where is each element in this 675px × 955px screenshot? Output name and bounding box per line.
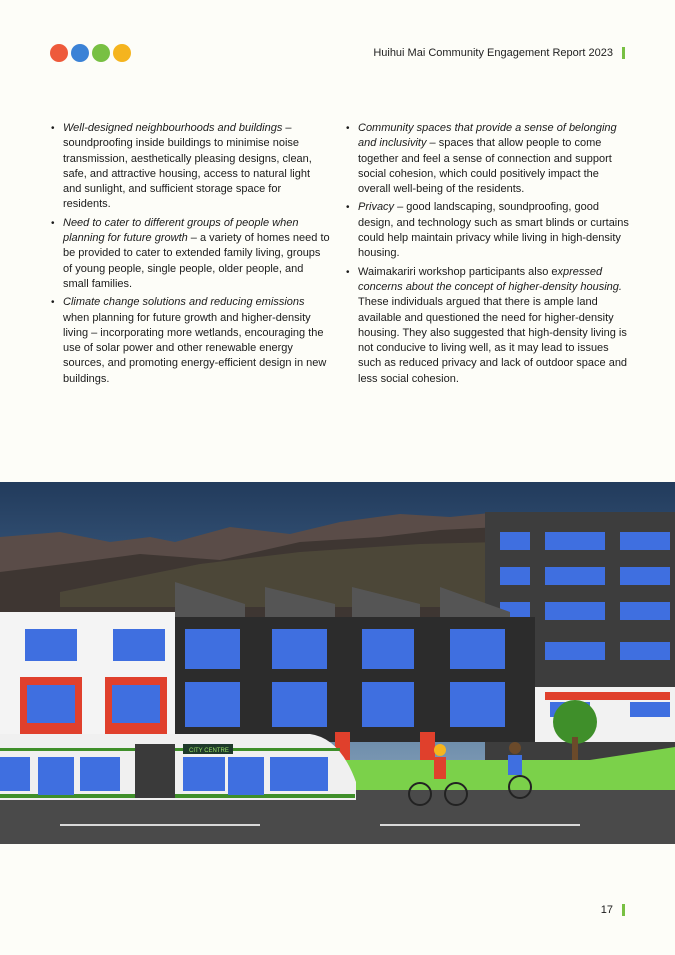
townhouse-window [272,682,327,727]
bullet-item [50,216,330,292]
apartment-window [620,642,670,660]
logo-circle-yellow [113,44,131,62]
bullet-text: These individuals argued that there is ample land available and questioned the need for higher-density housing. They also suggested that high-density living is not conducive to living well, as it may lead to issues such as reduced privacy and lack of outdoor space and less social cohesion. [358,296,628,385]
bullet-item [345,121,630,197]
townhouse-window [113,629,165,661]
apartment-red-band [545,692,670,700]
apartment-window [545,642,605,660]
townhouse-window [450,629,505,669]
right-bullet-list [345,121,630,387]
apartment-window [545,532,605,550]
tram-window [80,757,120,791]
apartment-window [630,702,670,717]
bullet-lead: Well-designed neighbourhoods and buildings [63,122,283,134]
bullet-lead: Privacy [358,201,395,214]
townhouse-window [450,682,505,727]
apartment-window [545,602,605,620]
left-bullet-list [50,121,330,387]
townhouse-window [362,682,414,727]
header-title: Huihui Mai Community Engagement Report 2023 [373,47,613,59]
townhouse-window [272,629,327,669]
page-accent-bar [622,904,625,916]
bullet-item [50,121,330,213]
tram-window [270,757,328,791]
bullet-lead: Climate change solutions and reducing emissions [63,296,305,309]
road-line [380,824,580,826]
page-number: 17 [600,904,613,916]
tram-window [183,757,225,791]
right-column [345,121,630,390]
left-column [50,121,330,390]
bullet-lead: xpressed concerns about the concept of higher-density housing. [358,265,622,293]
tram-door [228,757,264,795]
bullet-text: – a variety of homes need to be provided to cater to extended family living, groups of young people, single people, older people, and small families. [63,232,330,290]
bullet-text: when planning for future growth and higher-density living – incorporating more wetlands, encouraging the use of solar power and other renewable energy sources, and promoting energy-efficient design in new buildings. [63,311,327,385]
townhouse-window [25,629,77,661]
bullet-lead: Community spaces that provide a sense of belonging and inclusivity [358,122,617,150]
logo-circle-blue [71,44,89,62]
townhouse-window [112,685,160,723]
apartment-window [620,567,670,585]
bullet-item [345,265,630,387]
townhouse-window [27,685,75,723]
townhouse-window [185,682,240,727]
tram-door [38,757,74,795]
bullet-text: – good landscaping, soundproofing, good design, and technology such as smart blinds or curtains could help maintain privacy while living in high-density housing. [358,201,629,260]
apartment-window [545,567,605,585]
apartment-window [500,532,530,550]
bullet-text: – spaces that allow people to come together and feel a sense of connection and support social cohesion, which could positively impact the overall well-being of the residents. [358,137,612,196]
cyclist-body [434,757,446,779]
logo-circle-red [50,44,68,62]
apartment-window [620,532,670,550]
tram-door [135,744,175,798]
townhouse-red-door [420,732,435,762]
road-line [60,824,260,826]
apartment-window [620,602,670,620]
wheelchair-user-head [509,742,521,754]
townhouse-window [185,629,240,669]
report-logo [50,44,131,62]
bullet-text: – soundproofing inside buildings to minimise noise transmission, aesthetically pleasing designs, clean, safe, and attractive housing, access to natural light and sunlight, and sufficient storage space for residents. [63,122,312,211]
header-accent-bar [622,47,625,59]
bullet-pre: Waimakariri workshop participants also e [358,265,558,278]
apartment-window [500,567,530,585]
cyclist-head [434,744,446,756]
tram-window [0,757,30,791]
wheelchair-user-body [508,755,522,775]
townhouse-window [362,629,414,669]
city-illustration [0,482,675,844]
bullet-item [345,200,630,261]
tram-sign-text: CITY CENTRE [189,748,229,754]
bullet-lead: Need to cater to different groups of people when planning for future growth [63,216,299,245]
bullet-item [50,295,330,387]
logo-circle-green [92,44,110,62]
